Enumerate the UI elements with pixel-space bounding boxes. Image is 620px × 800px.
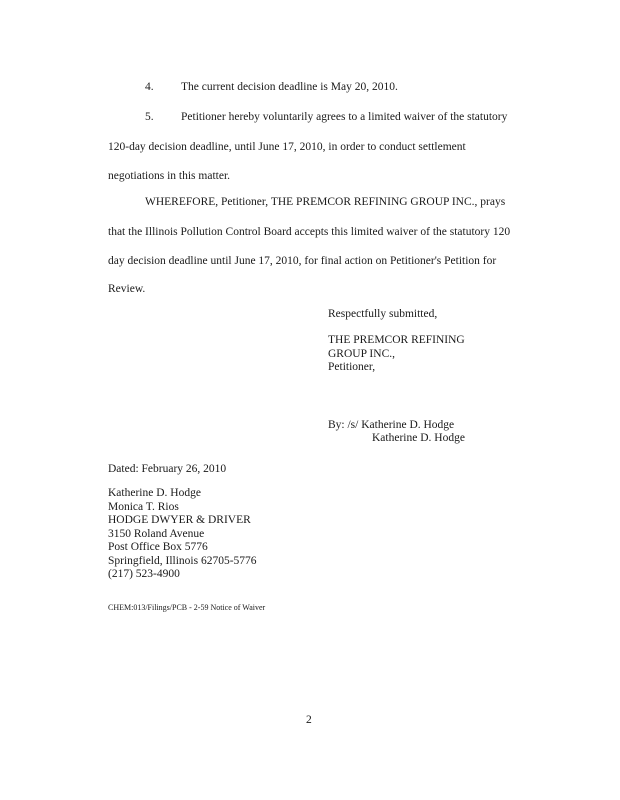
counsel-line-1: Katherine D. Hodge	[108, 487, 201, 499]
signature-party-line-2: GROUP INC.,	[328, 347, 395, 360]
wherefore-line-4: Review.	[108, 283, 146, 295]
counsel-line-3: HODGE DWYER & DRIVER	[108, 514, 251, 526]
signature-printed-name: Katherine D. Hodge	[372, 432, 465, 444]
counsel-line-6: Springfield, Illinois 62705-5776	[108, 554, 257, 567]
counsel-line-7: (217) 523-4900	[108, 568, 180, 580]
signature-party	[328, 334, 465, 375]
page-number: 2	[306, 714, 312, 726]
wherefore-line-2: that the Illinois Pollution Control Board accepts this limited waiver of the statutory 120	[108, 226, 511, 238]
signature-closing: Respectfully submitted,	[328, 308, 438, 320]
dated-line: Dated: February 26, 2010	[108, 463, 227, 475]
para5-number: 5.	[145, 111, 154, 123]
counsel-line-5: Post Office Box 5776	[108, 541, 208, 553]
signature-party-line-1: THE PREMCOR REFINING	[328, 334, 465, 346]
signature-party-line-3: Petitioner,	[328, 361, 376, 373]
para5-line-2: 120-day decision deadline, until June 17, 2010, in order to conduct settlement	[108, 141, 466, 153]
para5-line-1: Petitioner hereby voluntarily agrees to a limited waiver of the statutory	[181, 111, 508, 123]
counsel-line-4: 3150 Roland Avenue	[108, 527, 205, 540]
para5-line-3: negotiations in this matter.	[108, 170, 231, 182]
wherefore-line-3: day decision deadline until June 17, 2010, for final action on Petitioner's Petition for	[108, 255, 497, 267]
para4-number: 4.	[145, 81, 154, 93]
wherefore-line-1: WHEREFORE, Petitioner, THE PREMCOR REFINING GROUP INC., prays	[145, 196, 506, 208]
file-reference: CHEM:013/Filings/PCB - 2-59 Notice of Waiver	[108, 603, 266, 612]
para4-text: The current decision deadline is May 20, 2010.	[181, 81, 398, 93]
signature-by-line: By: /s/ Katherine D. Hodge	[328, 419, 455, 431]
counsel-block	[108, 487, 257, 582]
counsel-line-2: Monica T. Rios	[108, 500, 179, 513]
